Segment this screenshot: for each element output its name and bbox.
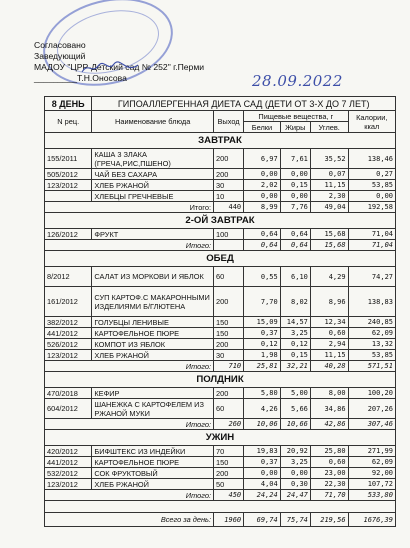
carb-value: 12,34 bbox=[310, 317, 348, 328]
recipe-number: 123/2012 bbox=[45, 350, 92, 361]
approval-line-head: Заведующий bbox=[34, 51, 86, 61]
col-header-protein: Белки bbox=[244, 122, 281, 133]
carb-value: 4,29 bbox=[310, 267, 348, 287]
fat-value: 3,25 bbox=[280, 328, 310, 339]
protein-value: 0,00 bbox=[244, 191, 281, 202]
dish-name: ХЛЕБ РЖАНОЙ bbox=[92, 350, 214, 361]
recipe-number: 505/2012 bbox=[45, 169, 92, 180]
total-carb: 15,68 bbox=[310, 240, 348, 251]
section-title: УЖИН bbox=[45, 430, 396, 446]
total-carb: 42,86 bbox=[310, 419, 348, 430]
recipe-number: 526/2012 bbox=[45, 339, 92, 350]
recipe-number: 470/2018 bbox=[45, 388, 92, 399]
menu-sheet bbox=[44, 96, 396, 527]
section-header-row bbox=[45, 251, 396, 267]
calorie-value: 138,46 bbox=[348, 149, 395, 169]
menu-table-body bbox=[45, 97, 396, 527]
col-header-carb: Углев. bbox=[310, 122, 348, 133]
carb-value: 23,00 bbox=[310, 468, 348, 479]
total-carb: 40,28 bbox=[310, 361, 348, 372]
section-total-row bbox=[45, 419, 396, 430]
col-header-nutrients: Пищевые вещества, г bbox=[244, 111, 348, 122]
protein-value: 15,09 bbox=[244, 317, 281, 328]
recipe-number: 8/2012 bbox=[45, 267, 92, 287]
fat-value: 20,92 bbox=[280, 446, 310, 457]
grand-total-label: Всего за день: bbox=[45, 513, 214, 527]
recipe-number: 532/2012 bbox=[45, 468, 92, 479]
output-grams: 70 bbox=[214, 446, 244, 457]
recipe-number: 123/2012 bbox=[45, 180, 92, 191]
recipe-number: 420/2012 bbox=[45, 446, 92, 457]
carb-value: 0,60 bbox=[310, 457, 348, 468]
total-label: Итого: bbox=[45, 240, 214, 251]
carb-value: 8,96 bbox=[310, 287, 348, 317]
calorie-value: 271,99 bbox=[348, 446, 395, 457]
total-output: 260 bbox=[214, 419, 244, 430]
spacer-cell bbox=[45, 501, 396, 513]
calorie-value: 71,04 bbox=[348, 229, 395, 240]
protein-value: 0,55 bbox=[244, 267, 281, 287]
fat-value: 0,64 bbox=[280, 229, 310, 240]
recipe-number: 441/2012 bbox=[45, 328, 92, 339]
handwritten-date: 28.09.2022 bbox=[252, 72, 343, 90]
total-protein: 8,99 bbox=[244, 202, 281, 213]
protein-value: 0,00 bbox=[244, 169, 281, 180]
dish-name: КЕФИР bbox=[92, 388, 214, 399]
table-row bbox=[45, 287, 396, 317]
protein-value: 0,37 bbox=[244, 328, 281, 339]
dish-name: КАША 3 ЗЛАКА (ГРЕЧА,РИС,ПШЕНО) bbox=[92, 149, 214, 169]
total-fat: 7,76 bbox=[280, 202, 310, 213]
grand-total-fat: 75,74 bbox=[280, 513, 310, 527]
fat-value: 5,00 bbox=[280, 388, 310, 399]
section-header-row bbox=[45, 133, 396, 149]
total-output bbox=[214, 240, 244, 251]
fat-value: 5,66 bbox=[280, 399, 310, 419]
output-grams: 50 bbox=[214, 479, 244, 490]
fat-value: 3,25 bbox=[280, 457, 310, 468]
carb-value: 22,30 bbox=[310, 479, 348, 490]
recipe-number: 155/2011 bbox=[45, 149, 92, 169]
dish-name: ХЛЕБ РЖАНОЙ bbox=[92, 180, 214, 191]
table-row bbox=[45, 339, 396, 350]
protein-value: 0,37 bbox=[244, 457, 281, 468]
carb-value: 0,07 bbox=[310, 169, 348, 180]
dish-name: КАРТОФЕЛЬНОЕ ПЮРЕ bbox=[92, 328, 214, 339]
calorie-value: 62,09 bbox=[348, 457, 395, 468]
protein-value: 6,97 bbox=[244, 149, 281, 169]
table-row bbox=[45, 446, 396, 457]
table-title-row bbox=[45, 97, 396, 111]
calorie-value: 240,85 bbox=[348, 317, 395, 328]
section-total-row bbox=[45, 240, 396, 251]
total-carb: 49,04 bbox=[310, 202, 348, 213]
total-output: 440 bbox=[214, 202, 244, 213]
output-grams: 200 bbox=[214, 468, 244, 479]
carb-value: 34,86 bbox=[310, 399, 348, 419]
carb-value: 11,15 bbox=[310, 180, 348, 191]
output-grams: 100 bbox=[214, 229, 244, 240]
protein-value: 7,70 bbox=[244, 287, 281, 317]
total-calories: 307,46 bbox=[348, 419, 395, 430]
dish-name: КАРТОФЕЛЬНОЕ ПЮРЕ bbox=[92, 457, 214, 468]
total-fat: 24,47 bbox=[280, 490, 310, 501]
table-row bbox=[45, 479, 396, 490]
total-protein: 0,64 bbox=[244, 240, 281, 251]
diet-title: ГИПОАЛЛЕРГЕННАЯ ДИЕТА САД (ДЕТИ ОТ 3-Х ДО 7 ЛЕТ) bbox=[92, 97, 396, 111]
total-label: Итого: bbox=[45, 490, 214, 501]
fat-value: 0,00 bbox=[280, 191, 310, 202]
recipe-number: 161/2012 bbox=[45, 287, 92, 317]
section-title: ЗАВТРАК bbox=[45, 133, 396, 149]
day-label: 8 ДЕНЬ bbox=[45, 97, 92, 111]
table-row bbox=[45, 169, 396, 180]
grand-total-calories: 1676,39 bbox=[348, 513, 395, 527]
output-grams: 200 bbox=[214, 388, 244, 399]
table-row bbox=[45, 267, 396, 287]
fat-value: 14,57 bbox=[280, 317, 310, 328]
approval-line-signer: _________Т.Н.Оносова bbox=[34, 73, 127, 83]
calorie-value: 13,32 bbox=[348, 339, 395, 350]
table-row bbox=[45, 457, 396, 468]
recipe-number: 123/2012 bbox=[45, 479, 92, 490]
total-label: Итого: bbox=[45, 361, 214, 372]
calorie-value: 62,09 bbox=[348, 328, 395, 339]
col-header-rec: N рец. bbox=[45, 111, 92, 133]
carb-value: 2,30 bbox=[310, 191, 348, 202]
dish-name: СОК ФРУКТОВЫЙ bbox=[92, 468, 214, 479]
total-label: Итого: bbox=[45, 419, 214, 430]
total-fat: 32,21 bbox=[280, 361, 310, 372]
calorie-value: 0,00 bbox=[348, 191, 395, 202]
table-row bbox=[45, 388, 396, 399]
calorie-value: 207,26 bbox=[348, 399, 395, 419]
fat-value: 0,15 bbox=[280, 180, 310, 191]
total-calories: 571,51 bbox=[348, 361, 395, 372]
approval-line-organization: МАДОУ "ЦРР-Детский сад № 252" г.Перми bbox=[34, 62, 205, 72]
table-row bbox=[45, 191, 396, 202]
grand-total-output: 1960 bbox=[214, 513, 244, 527]
recipe-number: 126/2012 bbox=[45, 229, 92, 240]
recipe-number: 604/2012 bbox=[45, 399, 92, 419]
spacer-row bbox=[45, 501, 396, 513]
fat-value: 0,15 bbox=[280, 350, 310, 361]
carb-value: 0,60 bbox=[310, 328, 348, 339]
dish-name: САЛАТ ИЗ МОРКОВИ И ЯБЛОК bbox=[92, 267, 214, 287]
dish-name: ХЛЕБ РЖАНОЙ bbox=[92, 479, 214, 490]
fat-value: 0,12 bbox=[280, 339, 310, 350]
total-label: Итого: bbox=[45, 202, 214, 213]
dish-name: ХЛЕБЦЫ ГРЕЧНЕВЫЕ bbox=[92, 191, 214, 202]
fat-value: 6,10 bbox=[280, 267, 310, 287]
approval-line-agreed: Согласовано bbox=[34, 40, 86, 50]
protein-value: 5,80 bbox=[244, 388, 281, 399]
grand-total-row bbox=[45, 513, 396, 527]
total-protein: 24,24 bbox=[244, 490, 281, 501]
output-grams: 200 bbox=[214, 339, 244, 350]
section-header-row bbox=[45, 430, 396, 446]
carb-value: 35,52 bbox=[310, 149, 348, 169]
calorie-value: 138,83 bbox=[348, 287, 395, 317]
recipe-number bbox=[45, 191, 92, 202]
fat-value: 0,00 bbox=[280, 468, 310, 479]
calorie-value: 53,85 bbox=[348, 180, 395, 191]
col-header-calories: Калории, ккал bbox=[348, 111, 395, 133]
total-protein: 10,06 bbox=[244, 419, 281, 430]
carb-value: 25,80 bbox=[310, 446, 348, 457]
output-grams: 150 bbox=[214, 317, 244, 328]
dish-name: СУП КАРТОФ.С МАКАРОННЫМИ ИЗДЕЛИЯМИ Б/ГЛЮТЕНА bbox=[92, 287, 214, 317]
total-fat: 10,66 bbox=[280, 419, 310, 430]
handwritten-signature bbox=[80, 60, 140, 76]
total-fat: 0,64 bbox=[280, 240, 310, 251]
fat-value: 0,00 bbox=[280, 169, 310, 180]
output-grams: 60 bbox=[214, 267, 244, 287]
calorie-value: 100,20 bbox=[348, 388, 395, 399]
carb-value: 8,00 bbox=[310, 388, 348, 399]
output-grams: 150 bbox=[214, 457, 244, 468]
table-row bbox=[45, 317, 396, 328]
output-grams: 30 bbox=[214, 350, 244, 361]
section-header-row bbox=[45, 213, 396, 229]
calorie-value: 53,85 bbox=[348, 350, 395, 361]
section-total-row bbox=[45, 361, 396, 372]
col-header-fat: Жиры bbox=[280, 122, 310, 133]
recipe-number: 382/2012 bbox=[45, 317, 92, 328]
calorie-value: 0,27 bbox=[348, 169, 395, 180]
col-header-dish: Наименование блюда bbox=[92, 111, 214, 133]
total-calories: 533,80 bbox=[348, 490, 395, 501]
section-total-row bbox=[45, 202, 396, 213]
table-row bbox=[45, 229, 396, 240]
output-grams: 10 bbox=[214, 191, 244, 202]
dish-name: ФРУКТ bbox=[92, 229, 214, 240]
table-row bbox=[45, 468, 396, 479]
recipe-number: 441/2012 bbox=[45, 457, 92, 468]
dish-name: ШАНЕЖКА С КАРТОФЕЛЕМ ИЗ РЖАНОЙ МУКИ bbox=[92, 399, 214, 419]
column-header-row bbox=[45, 111, 396, 122]
grand-total-protein: 69,74 bbox=[244, 513, 281, 527]
dish-name: БИФШТЕКС ИЗ ИНДЕЙКИ bbox=[92, 446, 214, 457]
total-calories: 192,58 bbox=[348, 202, 395, 213]
protein-value: 0,00 bbox=[244, 468, 281, 479]
calorie-value: 74,27 bbox=[348, 267, 395, 287]
section-title: ПОЛДНИК bbox=[45, 372, 396, 388]
carb-value: 11,15 bbox=[310, 350, 348, 361]
protein-value: 4,04 bbox=[244, 479, 281, 490]
section-title: 2-ОЙ ЗАВТРАК bbox=[45, 213, 396, 229]
protein-value: 0,64 bbox=[244, 229, 281, 240]
fat-value: 8,02 bbox=[280, 287, 310, 317]
section-title: ОБЕД bbox=[45, 251, 396, 267]
carb-value: 2,94 bbox=[310, 339, 348, 350]
calorie-value: 107,72 bbox=[348, 479, 395, 490]
dish-name: КОМПОТ ИЗ ЯБЛОК bbox=[92, 339, 214, 350]
output-grams: 30 bbox=[214, 180, 244, 191]
grand-total-carb: 219,56 bbox=[310, 513, 348, 527]
table-row bbox=[45, 399, 396, 419]
table-row bbox=[45, 328, 396, 339]
total-output: 710 bbox=[214, 361, 244, 372]
output-grams: 150 bbox=[214, 328, 244, 339]
total-carb: 71,70 bbox=[310, 490, 348, 501]
table-row bbox=[45, 350, 396, 361]
output-grams: 200 bbox=[214, 169, 244, 180]
table-row bbox=[45, 180, 396, 191]
protein-value: 0,12 bbox=[244, 339, 281, 350]
total-protein: 25,81 bbox=[244, 361, 281, 372]
output-grams: 200 bbox=[214, 287, 244, 317]
section-header-row bbox=[45, 372, 396, 388]
fat-value: 0,30 bbox=[280, 479, 310, 490]
section-total-row bbox=[45, 490, 396, 501]
dish-name: ЧАЙ БЕЗ САХАРА bbox=[92, 169, 214, 180]
table-row bbox=[45, 149, 396, 169]
total-output: 450 bbox=[214, 490, 244, 501]
dish-name: ГОЛУБЦЫ ЛЕНИВЫЕ bbox=[92, 317, 214, 328]
menu-table bbox=[44, 96, 396, 527]
protein-value: 4,26 bbox=[244, 399, 281, 419]
protein-value: 1,98 bbox=[244, 350, 281, 361]
output-grams: 60 bbox=[214, 399, 244, 419]
col-header-output: Выход bbox=[214, 111, 244, 133]
calorie-value: 92,00 bbox=[348, 468, 395, 479]
protein-value: 19,83 bbox=[244, 446, 281, 457]
protein-value: 2,02 bbox=[244, 180, 281, 191]
fat-value: 7,61 bbox=[280, 149, 310, 169]
carb-value: 15,68 bbox=[310, 229, 348, 240]
output-grams: 200 bbox=[214, 149, 244, 169]
total-calories: 71,04 bbox=[348, 240, 395, 251]
